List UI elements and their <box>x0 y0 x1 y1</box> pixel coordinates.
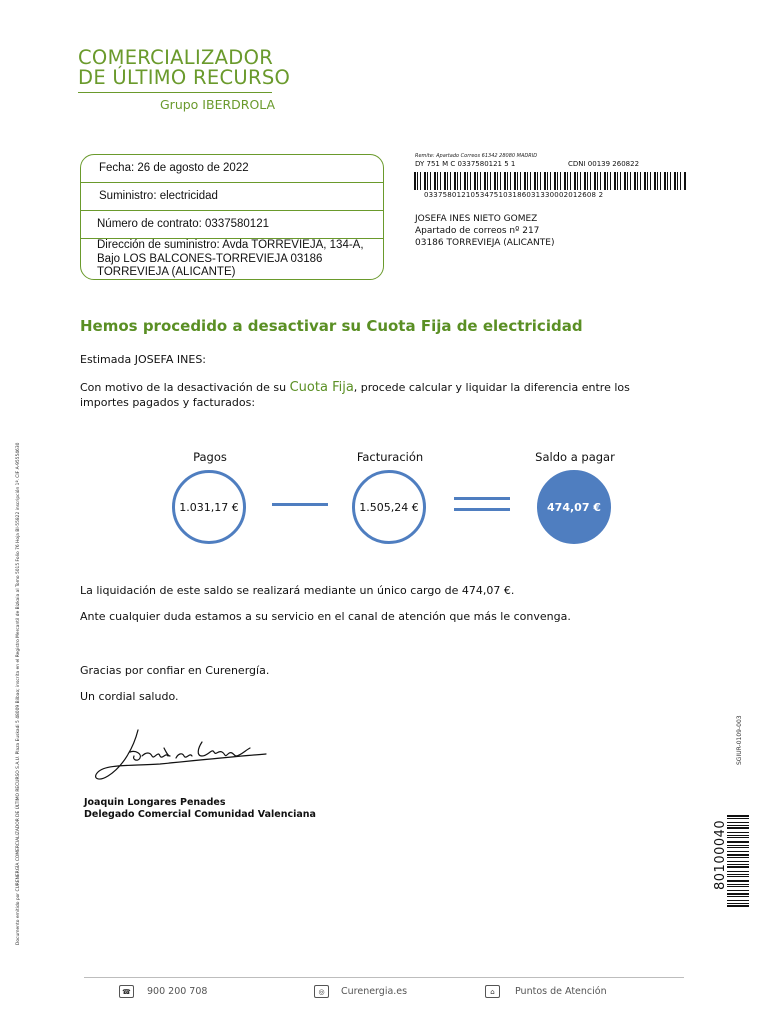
saldo-circle <box>537 470 611 544</box>
letter-heading: Hemos procedido a desactivar su Cuota Fija de electricidad <box>80 317 583 335</box>
cuota-fija-highlight: Cuota Fija <box>289 380 354 395</box>
greeting: Estimada JOSEFA INES: <box>80 353 207 366</box>
intro-line-2: importes pagados y facturados: <box>80 396 256 409</box>
pagos-circle <box>172 470 246 544</box>
side-barcode-number: 80100040 <box>713 819 728 890</box>
signature-image <box>90 722 280 790</box>
recipient-name: JOSEFA INES NIETO GOMEZ <box>415 214 538 224</box>
legal-notice: Documento emitido por CURENERGÍA COMERCIALIZADOR DE ÚLTIMO RECURSO S.A.U. Plaza Euskadi 5 48009 Bilbao; inscrita en el Registro Mercantil de Bizkaia al Tomo 5015 Folio 76 Hoja BI-55822 inscripción 1ª. CIF A-95554630 <box>16 442 21 945</box>
logo-group: Grupo IBERDROLA <box>160 97 276 112</box>
facturacion-circle <box>352 470 426 544</box>
supply-address: Dirección de suministro: Avda TORREVIEJA, 134-A, Bajo LOS BALCONES-TORREVIEJA 03186 TORREVIEJA (ALICANTE) <box>97 239 364 278</box>
facturacion-value: 1.505,24 € <box>359 500 419 514</box>
side-barcode <box>727 815 751 910</box>
web-icon: ◎ <box>314 985 329 998</box>
info-box <box>80 154 384 280</box>
footer-rule <box>84 977 684 978</box>
intro-text-1: Con motivo de la desactivación de su <box>80 381 290 394</box>
postal-barcode <box>414 172 688 190</box>
date-text: Fecha: 26 de agosto de 2022 <box>99 162 249 174</box>
footer-points[interactable]: Puntos de Atención <box>515 986 607 997</box>
contract-text: Número de contrato: 0337580121 <box>97 218 269 230</box>
barcode-number: 0337580121053475103186031330002012608 2 <box>424 191 604 199</box>
phone-icon: ☎ <box>119 985 134 998</box>
recipient-address <box>415 213 554 249</box>
thanks-text: Gracias por confiar en Curenergía. <box>80 664 270 677</box>
recipient-line-2: Apartado de correos nº 217 <box>415 226 540 236</box>
signatory-name: Joaquin Longares Penades <box>84 797 226 808</box>
doubts-text: Ante cualquier duda estamos a su servicio en el canal de atención que más le convenga. <box>80 610 571 623</box>
document-reference: SGIUR-0109-003 <box>736 715 743 765</box>
saldo-label: Saldo a pagar <box>535 450 615 464</box>
logo-rule <box>78 92 272 93</box>
contract-row <box>81 211 383 239</box>
cdni-code: CDNI 00139 260822 <box>568 160 640 168</box>
intro-line-1 <box>80 380 630 395</box>
intro-text-2: , procede calcular y liquidar la diferencia entre los <box>353 381 630 394</box>
supply-row <box>81 183 383 211</box>
minus-sign <box>272 503 328 506</box>
location-icon: ⌂ <box>485 985 500 998</box>
equals-sign-top <box>454 497 510 500</box>
sender-line: Remite: Apartado Correos 61342 28080 MADRID <box>415 153 538 159</box>
footer-phone[interactable]: 900 200 708 <box>147 986 208 997</box>
settlement-text: La liquidación de este saldo se realizará mediante un único cargo de 474,07 €. <box>80 584 515 597</box>
pagos-label: Pagos <box>193 450 227 464</box>
closing-text: Un cordial saludo. <box>80 690 179 703</box>
supply-text: Suministro: electricidad <box>99 190 218 202</box>
equals-sign-bottom <box>454 508 510 511</box>
recipient-line-3: 03186 TORREVIEJA (ALICANTE) <box>415 238 555 248</box>
logo-line-1: COMERCIALIZADOR <box>78 46 274 69</box>
logo-line-2: DE ÚLTIMO RECURSO <box>78 66 291 89</box>
saldo-value: 474,07 € <box>547 500 601 514</box>
date-row <box>81 155 383 183</box>
pagos-value: 1.031,17 € <box>179 500 239 514</box>
facturacion-label: Facturación <box>356 450 424 464</box>
footer-web[interactable]: Curenergia.es <box>341 986 408 997</box>
signatory-title: Delegado Comercial Comunidad Valenciana <box>84 809 316 820</box>
dy-code: DY 751 M C 0337580121 5 1 <box>415 160 516 168</box>
